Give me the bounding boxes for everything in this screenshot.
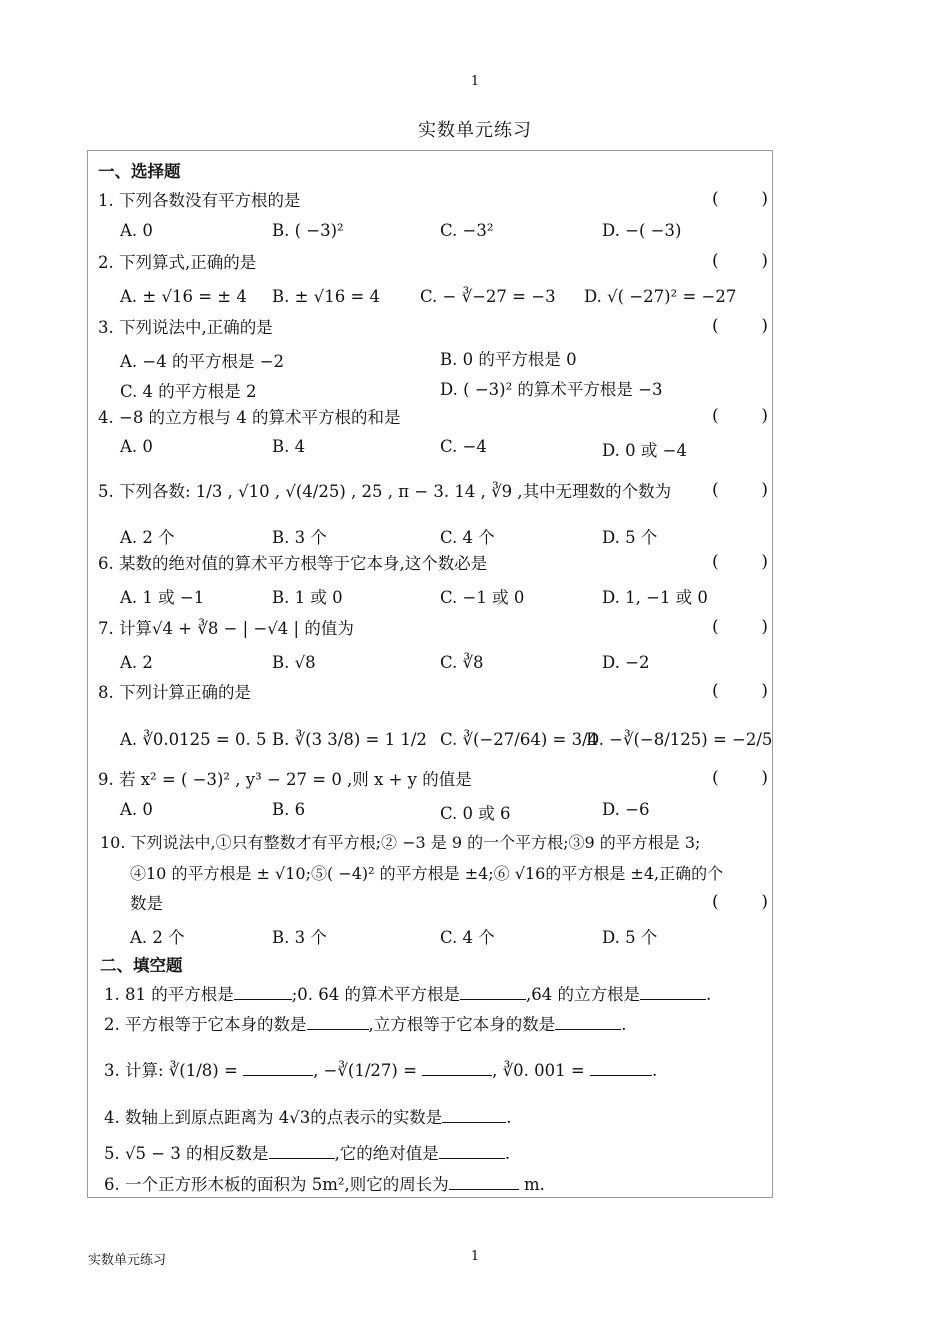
q3-stem: 3. 下列说法中,正确的是 bbox=[98, 318, 273, 337]
q4-option-b: B. 4 bbox=[272, 437, 306, 456]
q6-option-d: D. 1, −1 或 0 bbox=[602, 588, 708, 607]
q1-stem: 1. 下列各数没有平方根的是 bbox=[98, 191, 301, 210]
q10-option-a: A. 2 个 bbox=[130, 928, 185, 947]
q3-option-b: B. 0 的平方根是 0 bbox=[440, 350, 577, 369]
answer-paren: ( ) bbox=[712, 406, 768, 426]
answer-blank[interactable] bbox=[422, 1075, 492, 1076]
q5-option-c: C. 4 个 bbox=[440, 528, 495, 547]
q10-line1: 10. 下列说法中,①只有整数才有平方根;② −3 是 9 的一个平方根;③9 的平方根是 3; bbox=[100, 833, 701, 852]
q9-option-b: B. 6 bbox=[272, 800, 306, 819]
q10-option-b: B. 3 个 bbox=[272, 928, 327, 947]
answer-paren: ( ) bbox=[712, 251, 768, 271]
page-number-top: 1 bbox=[470, 74, 480, 89]
answer-blank[interactable] bbox=[243, 1075, 313, 1076]
q2-option-c: C. − ∛−27 = −3 bbox=[420, 287, 556, 306]
q4-option-c: C. −4 bbox=[440, 437, 487, 456]
q4-stem: 4. −8 的立方根与 4 的算术平方根的和是 bbox=[98, 408, 401, 427]
page-title: 实数单元练习 bbox=[418, 120, 532, 141]
answer-blank[interactable] bbox=[439, 1158, 505, 1159]
fill-5: 5. √5 − 3 的相反数是 ,它的绝对值是 . bbox=[104, 1144, 511, 1163]
q8-option-b: B. ∛(3 3/8) = 1 1/2 bbox=[272, 730, 427, 749]
q4-option-d: D. 0 或 −4 bbox=[602, 441, 687, 460]
answer-paren: ( ) bbox=[712, 768, 768, 788]
q2-stem: 2. 下列算式,正确的是 bbox=[98, 253, 257, 272]
q7-option-c: C. ∛8 bbox=[440, 653, 484, 672]
answer-blank[interactable] bbox=[307, 1029, 369, 1030]
q7-option-b: B. √8 bbox=[272, 653, 316, 672]
answer-paren: ( ) bbox=[712, 552, 768, 572]
q8-option-c: C. ∛(−27/64) = 3/4 bbox=[440, 730, 599, 749]
q3-option-c: C. 4 的平方根是 2 bbox=[120, 382, 257, 401]
exercise-frame bbox=[87, 150, 773, 1198]
q9-option-c: C. 0 或 6 bbox=[440, 804, 511, 823]
q1-option-a: A. 0 bbox=[120, 221, 153, 240]
q8-option-a: A. ∛0.0125 = 0. 5 bbox=[120, 730, 267, 749]
answer-blank[interactable] bbox=[590, 1075, 652, 1076]
footer-page-number: 1 bbox=[470, 1249, 480, 1264]
q10-line3: 数是 bbox=[130, 894, 163, 913]
q5-option-a: A. 2 个 bbox=[120, 528, 175, 547]
fill-2: 2. 平方根等于它本身的数是 ,立方根等于它本身的数是 . bbox=[104, 1015, 627, 1034]
q10-option-d: D. 5 个 bbox=[602, 928, 658, 947]
answer-paren: ( ) bbox=[712, 480, 768, 500]
q2-option-a: A. ± √16 = ± 4 bbox=[120, 287, 247, 306]
fill-3: 3. 计算: ∛(1/8) = , −∛(1/27) = , ∛0. 001 = . bbox=[104, 1061, 658, 1080]
section-heading-choice: 一、选择题 bbox=[98, 162, 181, 181]
q6-option-a: A. 1 或 −1 bbox=[120, 588, 205, 607]
q3-option-a: A. −4 的平方根是 −2 bbox=[120, 352, 285, 371]
q10-option-c: C. 4 个 bbox=[440, 928, 495, 947]
q4-option-a: A. 0 bbox=[120, 437, 153, 456]
answer-blank[interactable] bbox=[555, 1029, 621, 1030]
q9-option-d: D. −6 bbox=[602, 800, 650, 819]
q7-option-a: A. 2 bbox=[120, 653, 153, 672]
fill-6: 6. 一个正方形木板的面积为 5m²,则它的周长为 m. bbox=[104, 1175, 545, 1194]
q1-option-b: B. ( −3)² bbox=[272, 221, 344, 240]
footer-title: 实数单元练习 bbox=[88, 1253, 167, 1268]
answer-paren: ( ) bbox=[712, 892, 768, 912]
answer-paren: ( ) bbox=[712, 316, 768, 336]
q6-stem: 6. 某数的绝对值的算术平方根等于它本身,这个数必是 bbox=[98, 554, 488, 573]
answer-blank[interactable] bbox=[269, 1158, 335, 1159]
fill-4: 4. 数轴上到原点距离为 4√3的点表示的实数是 . bbox=[104, 1108, 512, 1127]
answer-paren: ( ) bbox=[712, 189, 768, 209]
answer-paren: ( ) bbox=[712, 681, 768, 701]
answer-blank[interactable] bbox=[460, 999, 526, 1000]
fill-1: 1. 81 的平方根是 ;0. 64 的算术平方根是 ,64 的立方根是 . bbox=[104, 985, 712, 1004]
answer-blank[interactable] bbox=[442, 1122, 506, 1123]
q7-option-d: D. −2 bbox=[602, 653, 650, 672]
q5-stem: 5. 下列各数: 1/3 , √10 , √(4/25) , 25 , π − 3. 14 , ∛9 ,其中无理数的个数为 bbox=[98, 482, 672, 501]
answer-blank[interactable] bbox=[640, 999, 706, 1000]
answer-blank[interactable] bbox=[449, 1189, 519, 1190]
answer-paren: ( ) bbox=[712, 617, 768, 637]
q5-option-d: D. 5 个 bbox=[602, 528, 658, 547]
answer-blank[interactable] bbox=[234, 999, 292, 1000]
q8-option-d: D. −∛(−8/125) = −2/5 bbox=[586, 730, 773, 749]
q6-option-b: B. 1 或 0 bbox=[272, 588, 343, 607]
q1-option-d: D. −( −3) bbox=[602, 221, 682, 240]
q1-option-c: C. −3² bbox=[440, 221, 494, 240]
q3-option-d: D. ( −3)² 的算术平方根是 −3 bbox=[440, 380, 663, 399]
q5-option-b: B. 3 个 bbox=[272, 528, 327, 547]
q6-option-c: C. −1 或 0 bbox=[440, 588, 525, 607]
q7-stem: 7. 计算√4 + ∛8 − | −√4 | 的值为 bbox=[98, 619, 354, 638]
q9-stem: 9. 若 x² = ( −3)² , y³ − 27 = 0 ,则 x + y 的值是 bbox=[98, 770, 472, 789]
q9-option-a: A. 0 bbox=[120, 800, 153, 819]
q2-option-d: D. √( −27)² = −27 bbox=[584, 287, 737, 306]
q2-option-b: B. ± √16 = 4 bbox=[272, 287, 381, 306]
section-heading-fill: 二、填空题 bbox=[100, 956, 183, 975]
q8-stem: 8. 下列计算正确的是 bbox=[98, 683, 251, 702]
q10-line2: ④10 的平方根是 ± √10;⑤( −4)² 的平方根是 ±4;⑥ √16的平方根是 ±4,正确的个 bbox=[130, 864, 724, 883]
